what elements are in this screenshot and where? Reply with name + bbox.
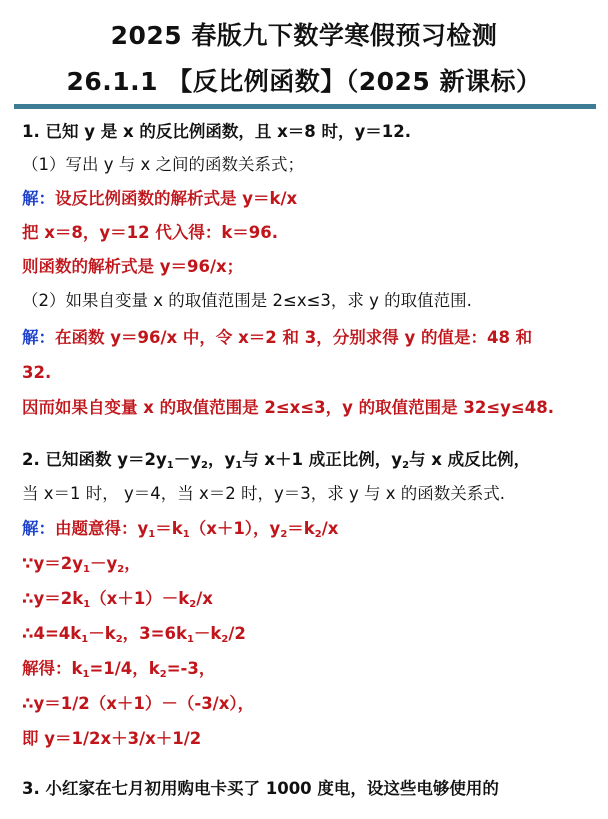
- q2-sol-text: （x＋1），y: [189, 519, 281, 538]
- q2-sol-text: =-3，: [166, 659, 216, 678]
- q2-solution-5: [22, 657, 215, 687]
- solution-label: 解：: [22, 519, 55, 538]
- q2-solution-2: [22, 552, 141, 582]
- subscript: 1: [182, 529, 190, 540]
- q1-solution-3: 则函数的解析式是 y＝96/x；: [22, 257, 244, 276]
- q1-solution-1: [22, 187, 297, 211]
- title-divider: [14, 104, 596, 109]
- subscript: 1: [83, 599, 91, 610]
- q2-sol-text: －k: [193, 624, 222, 643]
- q2-stem-text: 与 x＋1 成正比例，: [242, 450, 392, 469]
- subscript: 2: [314, 529, 322, 540]
- q2-sol-text: 解得：k: [22, 659, 83, 678]
- q1-stem: 1. 已知 y 是 x 的反比例函数，且 x＝8 时，y＝12.: [22, 122, 411, 141]
- subscript: 2: [200, 460, 208, 471]
- q2-sol-text: ＝k: [287, 519, 315, 538]
- page-title: 2025 春版九下数学寒假预习检测: [110, 21, 498, 50]
- q2-sol-text: ∴y＝2k: [22, 589, 84, 608]
- q1-solution-5: 因而如果自变量 x 的取值范围是 2≤x≤3，y 的取值范围是 32≤y≤48.: [22, 398, 554, 417]
- subscript: 2: [189, 599, 197, 610]
- q2-sol-text: ＝k: [155, 519, 183, 538]
- q1-solution-4: [22, 326, 532, 350]
- q2-sol-text: ，3=6k: [122, 624, 187, 643]
- subscript: 1: [186, 634, 194, 645]
- solution-label: 解：: [22, 189, 55, 208]
- q2-solution-4: [22, 622, 246, 652]
- q1-solution-2: 把 x＝8，y＝12 代入得：k＝96.: [22, 223, 279, 242]
- q1-solution-4-cont: 32.: [22, 363, 52, 382]
- q2-stem-text: y: [391, 450, 403, 469]
- q2-stem-text: ，y: [207, 450, 236, 469]
- q1-part2: （2）如果自变量 x 的取值范围是 2≤x≤3，求 y 的取值范围.: [22, 291, 472, 310]
- q1-part1: （1）写出 y 与 x 之间的函数关系式；: [22, 155, 305, 174]
- q2-stem-text: 2. 已知函数 y＝2y: [22, 450, 167, 469]
- q2-sol-text: －y: [89, 554, 118, 573]
- q2-sol-text: ，: [124, 554, 141, 573]
- subscript: 1: [82, 669, 90, 680]
- q2-stem-text: 与 x 成反比例，: [409, 450, 531, 469]
- q2-sol-text: =1/4，k: [89, 659, 160, 678]
- subscript: 2: [221, 634, 229, 645]
- subscript: 2: [117, 564, 125, 575]
- q1-sol4-text: 在函数 y＝96/x 中，令 x＝2 和 3，分别求得 y 的值是：48 和: [55, 328, 533, 347]
- subscript: 2: [115, 634, 123, 645]
- subscript: 1: [81, 634, 89, 645]
- q2-solution-6: ∴y＝1/2（x＋1）－（-3/x），: [22, 694, 255, 713]
- subscript: 1: [148, 529, 156, 540]
- q2-sol-text: （x＋1）－k: [90, 589, 190, 608]
- q2-solution-3: [22, 587, 213, 617]
- q2-solution-1: [22, 517, 338, 547]
- solution-label: 解：: [22, 328, 55, 347]
- q2-sol-text: －k: [88, 624, 116, 643]
- q2-sol-text: ∴4=4k: [22, 624, 82, 643]
- q1-sol1-text: 设反比例函数的解析式是 y＝k/x: [55, 189, 298, 208]
- q2-stem-1: [22, 448, 530, 478]
- subscript: 1: [82, 564, 90, 575]
- subscript: 1: [166, 460, 174, 471]
- subscript: 2: [280, 529, 288, 540]
- q2-stem-text: －y: [173, 450, 201, 469]
- subscript: 2: [402, 460, 410, 471]
- q2-solution-7: 即 y＝1/2x＋3/x＋1/2: [22, 729, 202, 748]
- q2-sol-text: /2: [228, 624, 246, 643]
- subscript: 2: [159, 669, 167, 680]
- q2-sol-text: ∵y＝2y: [22, 554, 83, 573]
- subscript: 1: [235, 460, 243, 471]
- q2-sol-text: 由题意得：y: [55, 519, 149, 538]
- q3-stem: 3. 小红家在七月初用购电卡买了 1000 度电，设这些电够使用的: [22, 779, 499, 798]
- q2-sol-text: /x: [321, 519, 339, 538]
- q2-stem-2: 当 x＝1 时， y＝4，当 x＝2 时，y＝3，求 y 与 x 的函数关系式.: [22, 484, 506, 503]
- page-subtitle: 26.1.1 【反比例函数】（2025 新课标）: [66, 67, 542, 96]
- q2-sol-text: /x: [196, 589, 213, 608]
